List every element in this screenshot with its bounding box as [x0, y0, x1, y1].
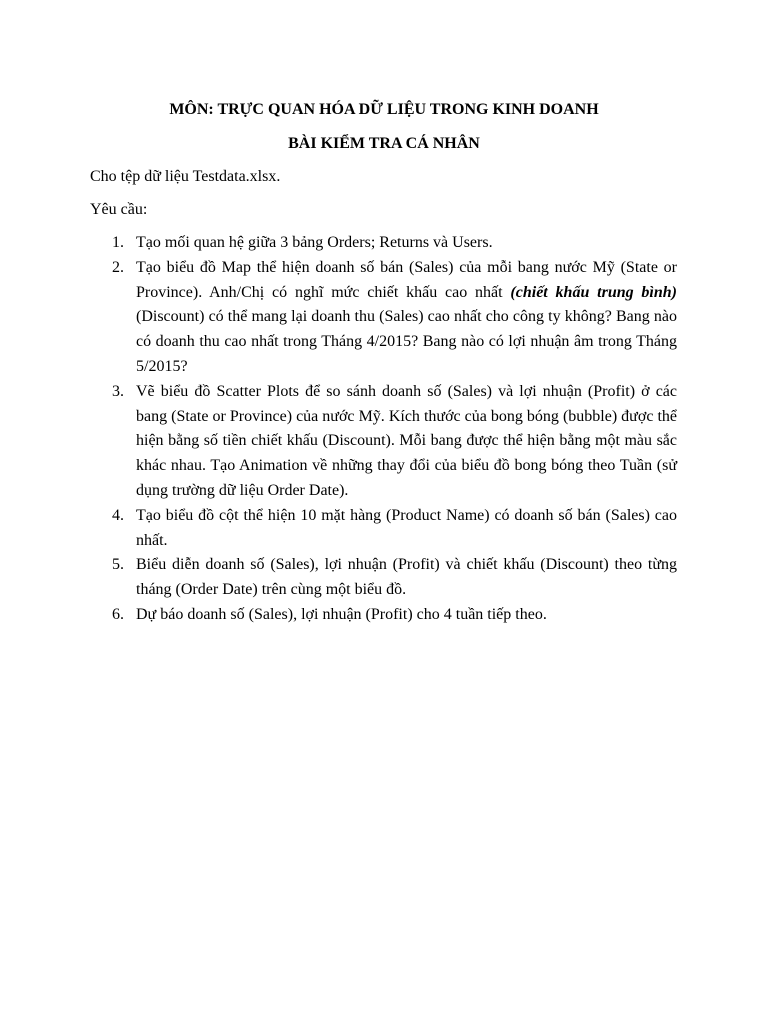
list-item: [90, 256, 677, 380]
list-item: [90, 231, 677, 256]
requirements-heading: Yêu cầu:: [90, 201, 148, 218]
list-item-number: 2.: [112, 258, 124, 276]
document-title: MÔN: TRỰC QUAN HÓA DỮ LIỆU TRONG KINH DOANH: [169, 101, 599, 118]
list-item-number: 3.: [112, 382, 124, 400]
requirements-list: [90, 231, 677, 628]
list-item: [90, 603, 677, 628]
emphasized-text: (chiết khấu trung bình): [510, 283, 678, 301]
list-item-number: 6.: [112, 605, 124, 623]
list-item-number: 5.: [112, 556, 124, 574]
list-item-text: Biểu diễn doanh số (Sales), lợi nhuận (Profit) và chiết khấu (Discount) theo từng tháng (Order Date) trên cùng một biểu đồ.: [136, 556, 677, 599]
intro-paragraph: Cho tệp dữ liệu Testdata.xlsx.: [90, 168, 281, 185]
list-item-text: Tạo biểu đồ Map thể hiện doanh số bán (Sales) của mỗi bang nước Mỹ (State or Province). Anh/Chị có nghĩ mức chiết khấu cao nhất: [136, 258, 677, 301]
list-item: [90, 380, 677, 504]
list-item: [90, 553, 677, 603]
list-item-number: 4.: [112, 506, 124, 524]
list-item-number: 1.: [112, 234, 124, 251]
list-item-text: Vẽ biểu đồ Scatter Plots để so sánh doanh số (Sales) và lợi nhuận (Profit) ở các bang (State or Province) của nước Mỹ. Kích thước của bong bóng (bubble) được thể hiện bằng số tiền chiết khấu (Discount). Mỗi bang được thể hiện bằng một màu sắc khác nhau. Tạo Animation về những thay đổi của biểu đồ bong bóng theo Tuần (sử dụng trường dữ liệu Order Date).: [136, 382, 677, 499]
list-item-text-continued: (Discount) có thể mang lại doanh thu (Sales) cao nhất cho công ty không? Bang nào có doanh thu cao nhất trong Tháng 4/2015? Bang nào có lợi nhuận âm trong Tháng 5/2015?: [136, 308, 677, 375]
list-item-text: Dự báo doanh số (Sales), lợi nhuận (Profit) cho 4 tuần tiếp theo.: [136, 605, 547, 623]
list-item: [90, 504, 677, 554]
list-item-text: Tạo mối quan hệ giữa 3 bảng Orders; Returns và Users.: [136, 234, 493, 251]
document-subtitle: BÀI KIỂM TRA CÁ NHÂN: [288, 135, 480, 152]
list-item-text: Tạo biểu đồ cột thể hiện 10 mặt hàng (Product Name) có doanh số bán (Sales) cao nhất.: [136, 506, 677, 549]
